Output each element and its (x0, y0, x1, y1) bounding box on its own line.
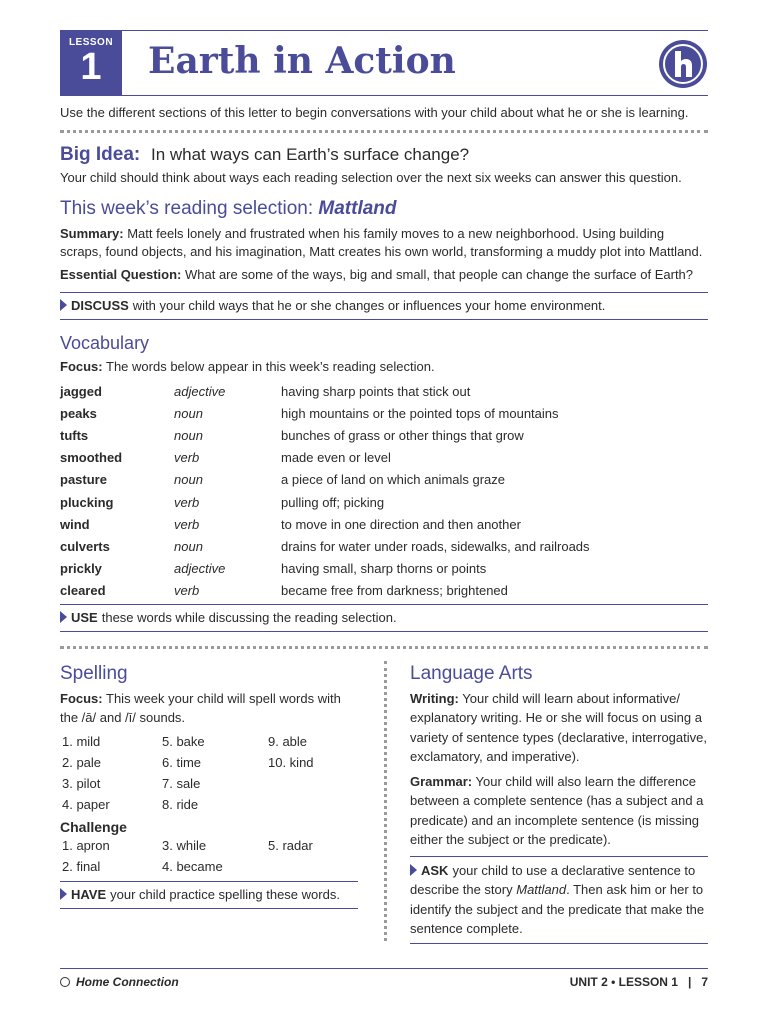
writing-label: Writing: (410, 690, 459, 706)
spelling-word: 3. pilot (62, 775, 101, 791)
vocab-part-of-speech: verb (174, 450, 200, 466)
spelling-word: 8. ride (162, 796, 199, 812)
home-connection-icon (658, 39, 708, 89)
spelling-words (60, 731, 314, 815)
big-idea-label: Big Idea: (60, 144, 141, 165)
spelling-word: 4. paper (62, 796, 110, 812)
spelling-word: 5. bake (162, 733, 205, 749)
big-idea-text: Your child should think about ways each reading selection over the next six weeks can answer this question. (60, 170, 682, 185)
spelling-word: 3. while (162, 837, 207, 853)
lesson-label: LESSON (68, 37, 114, 48)
vocab-word: wind (60, 516, 90, 532)
vocab-definition: high mountains or the pointed tops of mountains (281, 405, 559, 421)
summary-label: Summary: (60, 226, 124, 241)
spelling-row (60, 794, 314, 815)
vocab-part-of-speech: adjective (174, 383, 226, 399)
essential-question (60, 266, 708, 284)
vocab-definition: a piece of land on which animals graze (281, 472, 506, 488)
arrow-icon (60, 888, 67, 900)
vocab-part-of-speech: noun (174, 427, 203, 443)
vocab-word: culverts (60, 538, 110, 554)
vocab-row (60, 580, 590, 602)
writing-text: Your child will learn about informative/ explanatory writing. He or she will focus on using a variety of sentence types (declarative, interrogative, exclamatory, and imperative). (410, 690, 707, 765)
page (60, 30, 708, 947)
language-arts-heading: Language Arts (410, 662, 533, 684)
discuss-bar (60, 292, 708, 320)
discuss-text: with your child ways that he or she changes or influences your home environment. (132, 298, 606, 313)
eq-text: What are some of the ways, big and small, that people can change the surface of Earth? (185, 267, 694, 282)
vocab-row (60, 402, 590, 424)
vocab-part-of-speech: noun (174, 405, 203, 421)
ask-text-2: . Then ask him or her to identify the subject and the predicate that make the sentence complete. (410, 882, 705, 937)
spelling-word (268, 794, 314, 815)
spelling-word: 1. apron (62, 837, 110, 853)
column-divider (384, 661, 387, 941)
vocab-definition: made even or level (281, 450, 391, 466)
big-idea-question: In what ways can Earth’s surface change? (150, 145, 470, 164)
arrow-icon (60, 611, 67, 623)
language-arts-section (410, 657, 708, 944)
vocab-definition: became free from darkness; brightened (281, 583, 508, 599)
vocab-row (60, 469, 590, 491)
vocab-row (60, 447, 590, 469)
spelling-focus-label: Focus: (60, 690, 103, 706)
vocabulary-table (60, 380, 590, 602)
spelling-row (60, 856, 313, 877)
vocabulary-heading: Vocabulary (60, 333, 150, 353)
spelling-row (60, 752, 314, 773)
spelling-word: 10. kind (268, 754, 314, 770)
vocab-word: tufts (60, 427, 89, 443)
vocab-definition: drains for water under roads, sidewalks, and railroads (281, 538, 590, 554)
footer-right: UNIT 2 • LESSON 1 | 7 (569, 975, 708, 989)
grammar-label: Grammar: (410, 773, 473, 789)
big-idea (60, 143, 708, 167)
vocab-word: peaks (60, 405, 97, 421)
vocab-definition: pulling off; picking (281, 494, 385, 510)
have-text: your child practice spelling these words. (110, 886, 340, 902)
arrow-icon (410, 864, 417, 876)
vocab-part-of-speech: verb (174, 516, 200, 532)
ask-text-1: your child to use a declarative sentence to describe the story (410, 862, 696, 898)
vocab-focus-text: The words below appear in this week’s reading selection. (106, 359, 435, 374)
have-bar (60, 881, 358, 909)
challenge-words (60, 835, 313, 877)
spelling-focus-text: This week your child will spell words with the /ā/ and /ī/ sounds. (60, 690, 341, 725)
spelling-focus (60, 689, 358, 727)
discuss-keyword: DISCUSS (71, 298, 129, 313)
spelling-heading: Spelling (60, 662, 128, 684)
vocab-part-of-speech: adjective (174, 561, 226, 577)
lesson-badge (60, 31, 122, 95)
vocab-definition: having sharp points that stick out (281, 383, 471, 399)
have-keyword: HAVE (71, 886, 107, 902)
spelling-word: 5. radar (268, 837, 313, 853)
spelling-word: 4. became (162, 858, 223, 874)
use-keyword: USE (71, 609, 98, 625)
vocab-definition: having small, sharp thorns or points (281, 561, 487, 577)
spelling-word: 2. pale (62, 754, 102, 770)
grammar-text: Your child will also learn the difference between a complete sentence (has a subject and a predicate) and an incomplete sentence (is missing either the subject or the predicate). (410, 773, 704, 848)
vocab-definition: bunches of grass or other things that grow (281, 427, 524, 443)
vocab-focus (60, 358, 708, 376)
vocab-definition: to move in one direction and then another (281, 516, 521, 532)
eq-label: Essential Question: (60, 267, 182, 282)
spelling-row (60, 835, 313, 856)
summary (60, 225, 708, 261)
home-connection-icon (60, 977, 70, 987)
vocab-word: jagged (60, 383, 102, 399)
dotted-divider (60, 130, 708, 133)
vocab-row (60, 558, 590, 580)
vocab-row (60, 535, 590, 557)
page-footer (60, 968, 708, 989)
vocab-part-of-speech: verb (174, 583, 200, 599)
spelling-section (60, 657, 358, 909)
vocab-focus-label: Focus: (60, 359, 103, 374)
vocab-word: prickly (60, 561, 102, 577)
vocab-part-of-speech: noun (174, 538, 203, 554)
arrow-icon (60, 299, 67, 311)
reading-book-title: Mattland (318, 198, 397, 219)
spelling-word: 7. sale (162, 775, 201, 791)
summary-text: Matt feels lonely and frustrated when his family moves to a new neighborhood. Using building scraps, found objects, and his imagination, Matt creates his own world, transforming a muddy plot into Mattland. (60, 226, 703, 259)
dotted-divider (60, 646, 708, 649)
spelling-word: 9. able (268, 733, 308, 749)
vocab-part-of-speech: verb (174, 494, 200, 510)
ask-bar (410, 856, 708, 944)
lesson-number: 1 (80, 46, 102, 88)
vocab-word: plucking (60, 494, 114, 510)
spelling-word: 2. final (62, 858, 101, 874)
footer-left: Home Connection (76, 975, 179, 989)
spelling-row (60, 731, 314, 752)
spelling-row (60, 773, 314, 794)
vocab-word: pasture (60, 472, 107, 488)
spelling-word (268, 856, 313, 877)
spelling-word (268, 773, 314, 794)
reading-selection-heading (60, 197, 708, 221)
vocab-row (60, 491, 590, 513)
vocab-word: smoothed (60, 450, 123, 466)
challenge-label: Challenge (60, 818, 127, 835)
vocab-row (60, 380, 590, 402)
vocab-part-of-speech: noun (174, 472, 203, 488)
two-column-section (60, 657, 708, 947)
writing (410, 689, 708, 767)
reading-heading-label: This week’s reading selection: (60, 198, 314, 219)
lesson-header (60, 30, 708, 96)
use-text: these words while discussing the reading selection. (101, 609, 397, 625)
vocab-row (60, 513, 590, 535)
page-title: Earth in Action (148, 40, 456, 82)
vocab-word: cleared (60, 583, 106, 599)
ask-book-title: Mattland (516, 882, 567, 898)
ask-keyword: ASK (421, 862, 449, 878)
use-bar (60, 604, 708, 632)
grammar (410, 772, 708, 850)
intro-text: Use the different sections of this letter to begin conversations with your child about what he or she is learning. (60, 105, 689, 120)
vocab-row (60, 424, 590, 446)
spelling-word: 1. mild (62, 733, 101, 749)
spelling-word: 6. time (162, 754, 202, 770)
